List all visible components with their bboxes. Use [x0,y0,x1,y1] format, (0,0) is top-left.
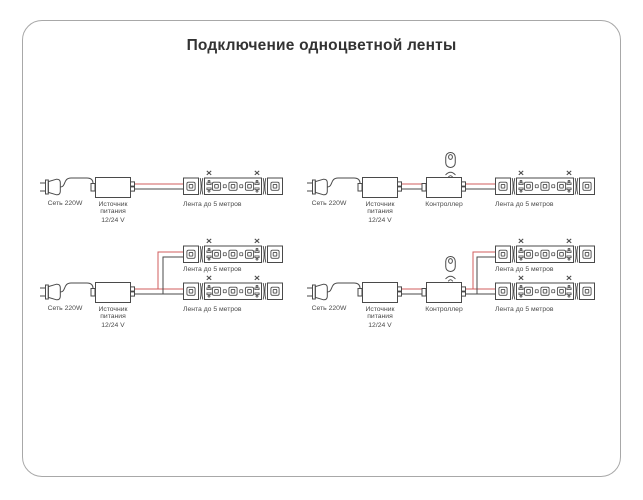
power-cable [61,283,94,292]
power-supply-label: Источник питания [98,306,128,321]
led-strip [184,276,283,300]
voltage-label: 12/24 V [368,322,392,329]
voltage-label: 12/24 V [368,217,392,224]
controller-label: Контроллер [425,201,463,208]
strip-label: Лента до 5 метров [183,306,242,313]
power-supply-label: Источник питания [365,201,395,216]
power-cable [328,178,361,187]
power-cable [61,178,94,187]
voltage-label: 12/24 V [101,322,125,329]
mains-label: Сеть 220W [311,305,347,312]
power-cable [328,283,361,292]
led-strip [184,239,283,263]
mains-plug-icon [40,284,60,300]
strip-label: Лента до 5 метров [495,306,554,313]
mains-plug-icon [307,179,327,195]
power-supply-box [91,178,135,198]
wire-negative [466,257,495,294]
power-supply-label: Источник питания [98,201,128,216]
wire-negative [135,257,183,294]
power-supply-box [358,178,402,198]
voltage-label: 12/24 V [101,217,125,224]
power-supply-box [91,283,135,303]
diagram-controller-single-strip [307,153,595,198]
diagram-single-strip [40,171,283,198]
signal-waves-icon [446,276,456,281]
wire-positive [135,252,183,289]
controller-box [422,178,466,198]
led-strip [184,171,283,195]
page-title: Подключение одноцветной ленты [186,37,457,54]
signal-waves-icon [446,172,456,177]
strip-label: Лента до 5 метров [495,266,554,273]
strip-label: Лента до 5 метров [495,201,554,208]
mains-plug-icon [40,179,60,195]
wire-positive [466,252,495,289]
led-strip [496,171,595,195]
strip-label: Лента до 5 метров [183,201,242,208]
led-strip [496,276,595,300]
mains-label: Сеть 220W [47,200,83,207]
power-supply-box [358,283,402,303]
mains-plug-icon [307,284,327,300]
remote-control-icon [446,153,456,168]
mains-label: Сеть 220W [47,305,83,312]
controller-box [422,283,466,303]
remote-control-icon [446,257,456,272]
mains-label: Сеть 220W [311,200,347,207]
strip-label: Лента до 5 метров [183,266,242,273]
controller-label: Контроллер [425,306,463,313]
power-supply-label: Источник питания [365,306,395,321]
led-strip [496,239,595,263]
